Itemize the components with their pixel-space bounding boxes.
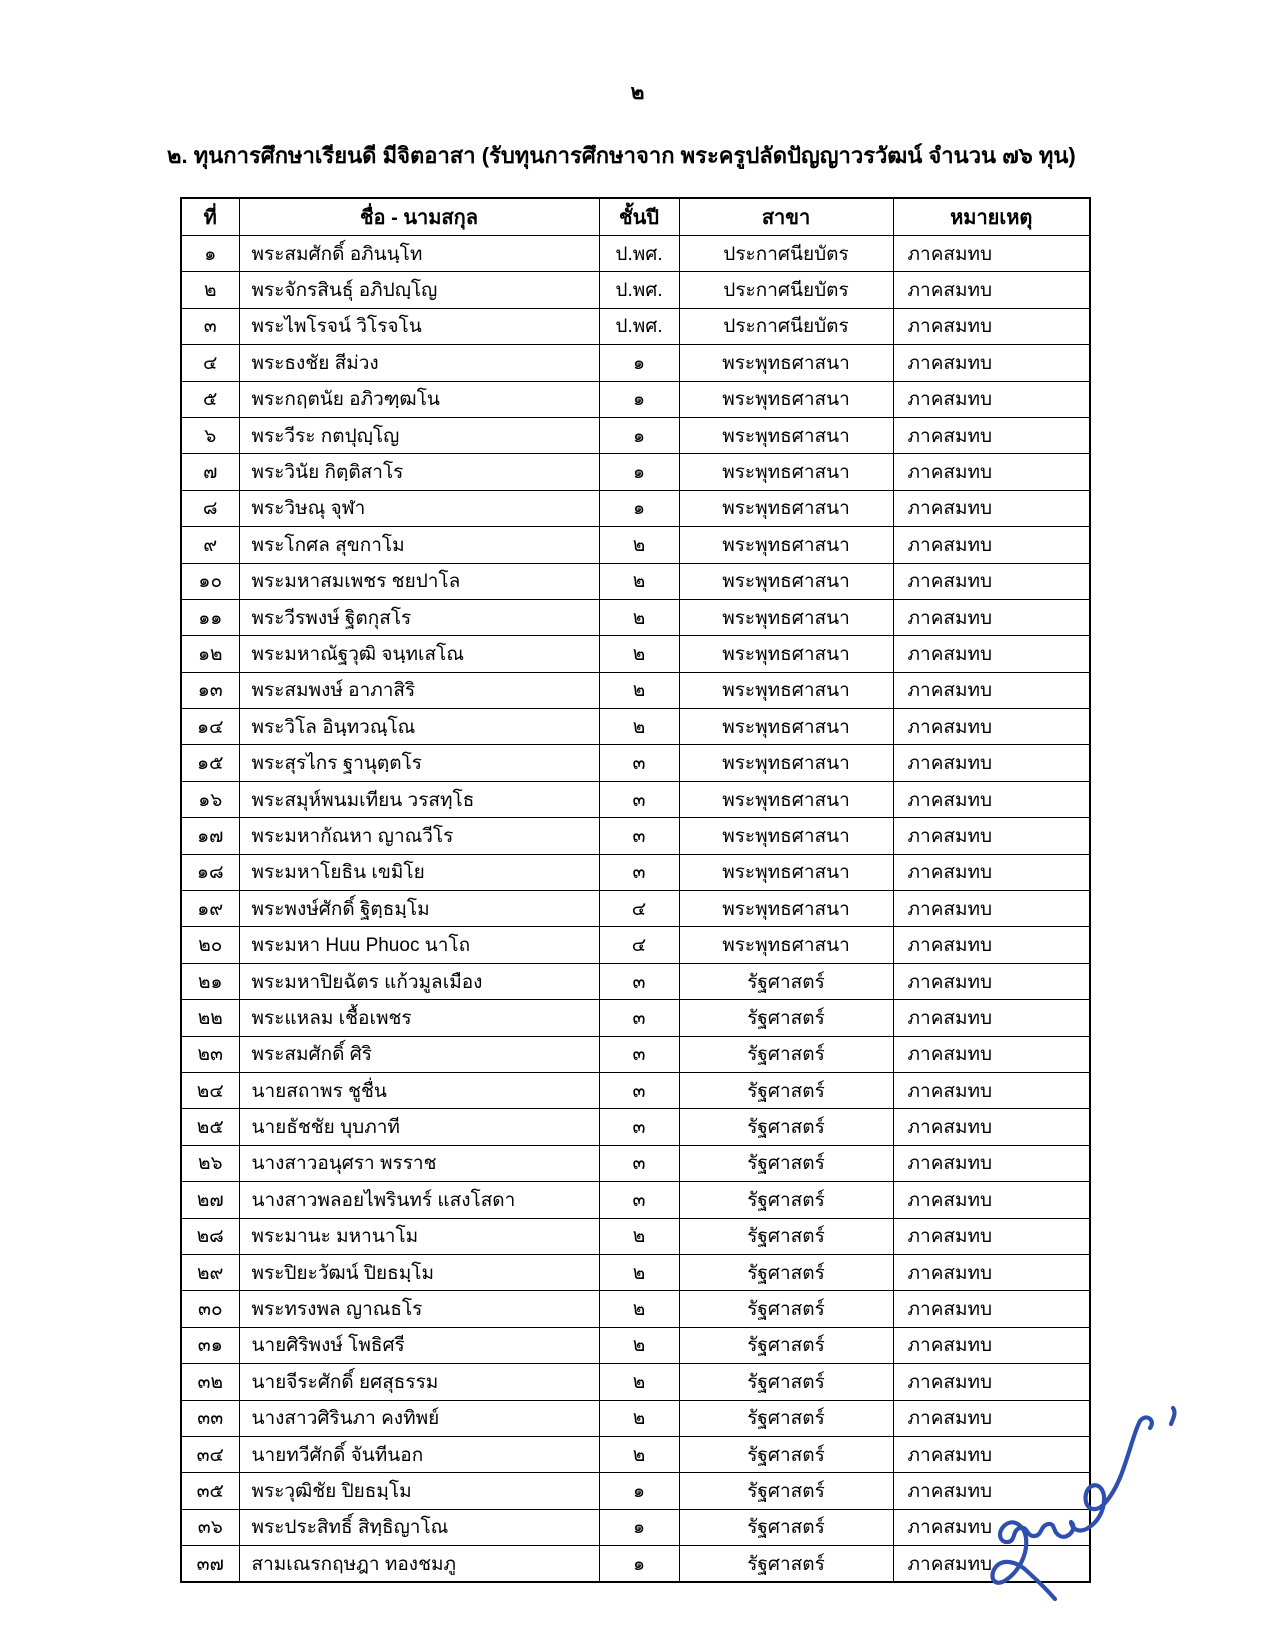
cell-no: ๓: [181, 308, 239, 344]
table-row: [181, 818, 1090, 854]
cell-name: พระมหาณัฐวุฒิ จนฺทเสโณ: [239, 636, 599, 672]
cell-remark: ภาคสมทบ: [893, 1546, 1090, 1583]
cell-remark: ภาคสมทบ: [893, 709, 1090, 745]
cell-year: ๑: [599, 1546, 679, 1583]
cell-remark: ภาคสมทบ: [893, 490, 1090, 526]
cell-major: พระพุทธศาสนา: [679, 818, 893, 854]
cell-major: รัฐศาสตร์: [679, 963, 893, 999]
cell-remark: ภาคสมทบ: [893, 1473, 1090, 1509]
cell-remark: ภาคสมทบ: [893, 963, 1090, 999]
cell-name: นางสาวอนุศรา พรราช: [239, 1145, 599, 1181]
cell-no: ๑๐: [181, 563, 239, 599]
cell-name: พระทรงพล ญาณธโร: [239, 1291, 599, 1327]
cell-year: ๔: [599, 927, 679, 963]
cell-major: รัฐศาสตร์: [679, 1218, 893, 1254]
cell-year: ๓: [599, 818, 679, 854]
cell-major: พระพุทธศาสนา: [679, 563, 893, 599]
document-title: ๒. ทุนการศึกษาเรียนดี มีจิตอาสา (รับทุนการศึกษาจาก พระครูปลัดปัญญาวรวัฒน์ จำนวน ๗๖ ทุน): [167, 143, 1076, 168]
cell-major: รัฐศาสตร์: [679, 1400, 893, 1436]
cell-name: พระวินัย กิตฺติสาโร: [239, 454, 599, 490]
cell-year: ๔: [599, 891, 679, 927]
cell-no: ๔: [181, 345, 239, 381]
cell-name: พระกฤตนัย อภิวฑฺฒโน: [239, 381, 599, 417]
cell-remark: ภาคสมทบ: [893, 1072, 1090, 1108]
cell-remark: ภาคสมทบ: [893, 891, 1090, 927]
cell-major: รัฐศาสตร์: [679, 1327, 893, 1363]
cell-major: พระพุทธศาสนา: [679, 417, 893, 453]
cell-remark: ภาคสมทบ: [893, 781, 1090, 817]
cell-major: ประกาศนียบัตร: [679, 308, 893, 344]
table-row: [181, 1291, 1090, 1327]
cell-year: ๒: [599, 1254, 679, 1290]
table-row: [181, 854, 1090, 890]
cell-remark: ภาคสมทบ: [893, 1291, 1090, 1327]
table-row: [181, 1218, 1090, 1254]
cell-year: ๑: [599, 1509, 679, 1545]
cell-name: พระธงชัย สีม่วง: [239, 345, 599, 381]
cell-year: ๑: [599, 381, 679, 417]
table-row: [181, 417, 1090, 453]
cell-name: พระประสิทธิ์ สิทฺธิญาโณ: [239, 1509, 599, 1545]
cell-name: นายสถาพร ชูชื่น: [239, 1072, 599, 1108]
cell-remark: ภาคสมทบ: [893, 1364, 1090, 1400]
cell-remark: ภาคสมทบ: [893, 1436, 1090, 1472]
cell-remark: ภาคสมทบ: [893, 745, 1090, 781]
cell-year: ๓: [599, 1036, 679, 1072]
cell-year: ๓: [599, 1109, 679, 1145]
cell-remark: ภาคสมทบ: [893, 345, 1090, 381]
cell-no: ๒๗: [181, 1182, 239, 1218]
cell-year: ๓: [599, 854, 679, 890]
cell-name: พระวิโล อินฺทวณฺโณ: [239, 709, 599, 745]
cell-major: พระพุทธศาสนา: [679, 854, 893, 890]
table-row: [181, 1473, 1090, 1509]
cell-major: ประกาศนียบัตร: [679, 272, 893, 308]
cell-major: พระพุทธศาสนา: [679, 345, 893, 381]
cell-no: ๑๑: [181, 599, 239, 635]
cell-remark: ภาคสมทบ: [893, 236, 1090, 272]
cell-no: ๒๘: [181, 1218, 239, 1254]
cell-no: ๒๒: [181, 1000, 239, 1036]
cell-no: ๓๐: [181, 1291, 239, 1327]
table-row: [181, 236, 1090, 272]
table-row: [181, 1400, 1090, 1436]
cell-major: รัฐศาสตร์: [679, 1364, 893, 1400]
cell-no: ๓๒: [181, 1364, 239, 1400]
cell-no: ๓๗: [181, 1546, 239, 1583]
cell-remark: ภาคสมทบ: [893, 1000, 1090, 1036]
cell-major: รัฐศาสตร์: [679, 1546, 893, 1583]
cell-year: ๒: [599, 1364, 679, 1400]
table-row: [181, 745, 1090, 781]
cell-no: ๓๖: [181, 1509, 239, 1545]
cell-year: ๓: [599, 1182, 679, 1218]
table-header-row: [181, 198, 1090, 236]
cell-remark: ภาคสมทบ: [893, 1509, 1090, 1545]
cell-no: ๗: [181, 454, 239, 490]
table-row: [181, 636, 1090, 672]
cell-name: นายทวีศักดิ์ จันทีนอก: [239, 1436, 599, 1472]
cell-remark: ภาคสมทบ: [893, 927, 1090, 963]
table-row: [181, 672, 1090, 708]
table-row: [181, 1072, 1090, 1108]
cell-name: พระมหาปิยฉัตร แก้วมูลเมือง: [239, 963, 599, 999]
table-row: [181, 963, 1090, 999]
cell-year: ๒: [599, 527, 679, 563]
cell-name: นายจีระศักดิ์ ยศสุธรรม: [239, 1364, 599, 1400]
cell-remark: ภาคสมทบ: [893, 1145, 1090, 1181]
table-row: [181, 599, 1090, 635]
cell-remark: ภาคสมทบ: [893, 1327, 1090, 1363]
cell-year: ๒: [599, 1400, 679, 1436]
cell-name: พระสุรไกร ฐานุตฺตโร: [239, 745, 599, 781]
table-row: [181, 1436, 1090, 1472]
cell-name: พระจักรสินธุ์ อภิปญฺโญ: [239, 272, 599, 308]
cell-no: ๑๗: [181, 818, 239, 854]
cell-year: ๒: [599, 1291, 679, 1327]
cell-no: ๘: [181, 490, 239, 526]
table-row: [181, 891, 1090, 927]
cell-name: พระสมศักดิ์ ศิริ: [239, 1036, 599, 1072]
table-row: [181, 1327, 1090, 1363]
cell-name: พระมหาสมเพชร ชยปาโล: [239, 563, 599, 599]
cell-major: พระพุทธศาสนา: [679, 599, 893, 635]
cell-no: ๓๑: [181, 1327, 239, 1363]
cell-name: พระไพโรจน์ วิโรจโน: [239, 308, 599, 344]
cell-no: ๑๒: [181, 636, 239, 672]
cell-year: ๒: [599, 1218, 679, 1254]
cell-major: พระพุทธศาสนา: [679, 672, 893, 708]
table-body: [181, 236, 1090, 1583]
cell-major: รัฐศาสตร์: [679, 1436, 893, 1472]
cell-no: ๓๔: [181, 1436, 239, 1472]
cell-name: พระมหาโยธิน เขมิโย: [239, 854, 599, 890]
cell-year: ๓: [599, 1072, 679, 1108]
cell-name: พระวีรพงษ์ ฐิตกุสโร: [239, 599, 599, 635]
cell-major: พระพุทธศาสนา: [679, 781, 893, 817]
table-row: [181, 1364, 1090, 1400]
cell-major: พระพุทธศาสนา: [679, 636, 893, 672]
cell-major: พระพุทธศาสนา: [679, 454, 893, 490]
cell-name: พระมหา Huu Phuoc นาโถ: [239, 927, 599, 963]
cell-no: ๒๐: [181, 927, 239, 963]
cell-name: นายธัชชัย บุบภาที: [239, 1109, 599, 1145]
cell-major: รัฐศาสตร์: [679, 1109, 893, 1145]
cell-remark: ภาคสมทบ: [893, 1218, 1090, 1254]
table-row: [181, 709, 1090, 745]
cell-year: ๑: [599, 417, 679, 453]
table-row: [181, 1000, 1090, 1036]
cell-year: ๒: [599, 636, 679, 672]
cell-no: ๒๑: [181, 963, 239, 999]
table-row: [181, 1145, 1090, 1181]
cell-major: รัฐศาสตร์: [679, 1145, 893, 1181]
page-number: ๒: [630, 81, 645, 104]
cell-remark: ภาคสมทบ: [893, 636, 1090, 672]
cell-no: ๑๔: [181, 709, 239, 745]
table-row: [181, 272, 1090, 308]
cell-remark: ภาคสมทบ: [893, 563, 1090, 599]
table-row: [181, 781, 1090, 817]
cell-major: รัฐศาสตร์: [679, 1036, 893, 1072]
cell-year: ๒: [599, 709, 679, 745]
cell-name: นายศิริพงษ์ โพธิศรี: [239, 1327, 599, 1363]
table-row: [181, 345, 1090, 381]
cell-name: พระมหากัณหา ญาณวีโร: [239, 818, 599, 854]
table-row: [181, 927, 1090, 963]
cell-no: ๑: [181, 236, 239, 272]
cell-major: รัฐศาสตร์: [679, 1509, 893, 1545]
cell-remark: ภาคสมทบ: [893, 417, 1090, 453]
header-no: ที่: [181, 198, 239, 236]
cell-no: ๓๕: [181, 1473, 239, 1509]
cell-remark: ภาคสมทบ: [893, 672, 1090, 708]
header-name: ชื่อ - นามสกุล: [239, 198, 599, 236]
cell-year: ๑: [599, 454, 679, 490]
cell-name: พระพงษ์ศักดิ์ ฐิตฺธมฺโม: [239, 891, 599, 927]
table-row: [181, 527, 1090, 563]
cell-year: ๓: [599, 963, 679, 999]
cell-remark: ภาคสมทบ: [893, 272, 1090, 308]
cell-remark: ภาคสมทบ: [893, 599, 1090, 635]
cell-year: ๓: [599, 1145, 679, 1181]
cell-name: พระวิษณุ จุฬา: [239, 490, 599, 526]
header-major: สาขา: [679, 198, 893, 236]
cell-major: รัฐศาสตร์: [679, 1254, 893, 1290]
table-row: [181, 1036, 1090, 1072]
cell-year: ป.พศ.: [599, 272, 679, 308]
cell-year: ๓: [599, 745, 679, 781]
cell-remark: ภาคสมทบ: [893, 1254, 1090, 1290]
cell-major: พระพุทธศาสนา: [679, 490, 893, 526]
cell-name: สามเณรกฤษฎา ทองชมภู: [239, 1546, 599, 1583]
cell-name: นางสาวพลอยไพรินทร์ แสงโสดา: [239, 1182, 599, 1218]
cell-name: พระโกศล สุขกาโม: [239, 527, 599, 563]
header-remark: หมายเหตุ: [893, 198, 1090, 236]
table-row: [181, 1254, 1090, 1290]
cell-year: ๒: [599, 599, 679, 635]
cell-year: ๑: [599, 490, 679, 526]
cell-year: ๒: [599, 1327, 679, 1363]
cell-remark: ภาคสมทบ: [893, 308, 1090, 344]
cell-major: รัฐศาสตร์: [679, 1473, 893, 1509]
cell-year: ๑: [599, 1473, 679, 1509]
cell-name: พระวุฒิชัย ปิยธมฺโม: [239, 1473, 599, 1509]
cell-remark: ภาคสมทบ: [893, 1036, 1090, 1072]
cell-remark: ภาคสมทบ: [893, 1182, 1090, 1218]
cell-no: ๑๘: [181, 854, 239, 890]
cell-major: พระพุทธศาสนา: [679, 745, 893, 781]
cell-no: ๓๓: [181, 1400, 239, 1436]
cell-year: ๓: [599, 1000, 679, 1036]
cell-year: ๒: [599, 672, 679, 708]
cell-name: พระวีระ กตปุญฺโญ: [239, 417, 599, 453]
cell-major: รัฐศาสตร์: [679, 1072, 893, 1108]
cell-no: ๖: [181, 417, 239, 453]
scholarship-table: [180, 197, 1091, 1583]
cell-no: ๒: [181, 272, 239, 308]
cell-no: ๒๙: [181, 1254, 239, 1290]
cell-major: พระพุทธศาสนา: [679, 927, 893, 963]
cell-remark: ภาคสมทบ: [893, 1109, 1090, 1145]
cell-remark: ภาคสมทบ: [893, 527, 1090, 563]
cell-name: นางสาวศิรินภา คงทิพย์: [239, 1400, 599, 1436]
table-row: [181, 381, 1090, 417]
cell-year: ๓: [599, 781, 679, 817]
cell-name: พระมานะ มหานาโม: [239, 1218, 599, 1254]
table-row: [181, 454, 1090, 490]
table-row: [181, 1109, 1090, 1145]
cell-year: ๒: [599, 1436, 679, 1472]
table-row: [181, 563, 1090, 599]
cell-major: พระพุทธศาสนา: [679, 381, 893, 417]
cell-no: ๒๕: [181, 1109, 239, 1145]
cell-name: พระแหลม เชื้อเพชร: [239, 1000, 599, 1036]
cell-no: ๒๖: [181, 1145, 239, 1181]
cell-remark: ภาคสมทบ: [893, 818, 1090, 854]
cell-major: รัฐศาสตร์: [679, 1000, 893, 1036]
table-row: [181, 1509, 1090, 1545]
cell-no: ๑๖: [181, 781, 239, 817]
signature-tick-stroke: [1171, 1408, 1174, 1424]
cell-remark: ภาคสมทบ: [893, 1400, 1090, 1436]
cell-year: ป.พศ.: [599, 236, 679, 272]
cell-remark: ภาคสมทบ: [893, 854, 1090, 890]
cell-major: พระพุทธศาสนา: [679, 891, 893, 927]
cell-year: ป.พศ.: [599, 308, 679, 344]
cell-name: พระสมพงษ์ อาภาสิริ: [239, 672, 599, 708]
table-row: [181, 490, 1090, 526]
cell-no: ๑๓: [181, 672, 239, 708]
cell-no: ๒๔: [181, 1072, 239, 1108]
cell-no: ๒๓: [181, 1036, 239, 1072]
cell-no: ๑๕: [181, 745, 239, 781]
cell-year: ๒: [599, 563, 679, 599]
cell-remark: ภาคสมทบ: [893, 454, 1090, 490]
table-row: [181, 1546, 1090, 1583]
table-row: [181, 308, 1090, 344]
cell-major: พระพุทธศาสนา: [679, 527, 893, 563]
cell-name: พระปิยะวัฒน์ ปิยธมฺโม: [239, 1254, 599, 1290]
cell-name: พระสมุห์พนมเทียน วรสทฺโธ: [239, 781, 599, 817]
cell-no: ๑๙: [181, 891, 239, 927]
cell-major: รัฐศาสตร์: [679, 1291, 893, 1327]
cell-major: ประกาศนียบัตร: [679, 236, 893, 272]
table-row: [181, 1182, 1090, 1218]
cell-no: ๙: [181, 527, 239, 563]
cell-no: ๕: [181, 381, 239, 417]
cell-major: รัฐศาสตร์: [679, 1182, 893, 1218]
cell-major: พระพุทธศาสนา: [679, 709, 893, 745]
header-year: ชั้นปี: [599, 198, 679, 236]
cell-remark: ภาคสมทบ: [893, 381, 1090, 417]
cell-name: พระสมศักดิ์ อภินนฺโท: [239, 236, 599, 272]
cell-year: ๑: [599, 345, 679, 381]
